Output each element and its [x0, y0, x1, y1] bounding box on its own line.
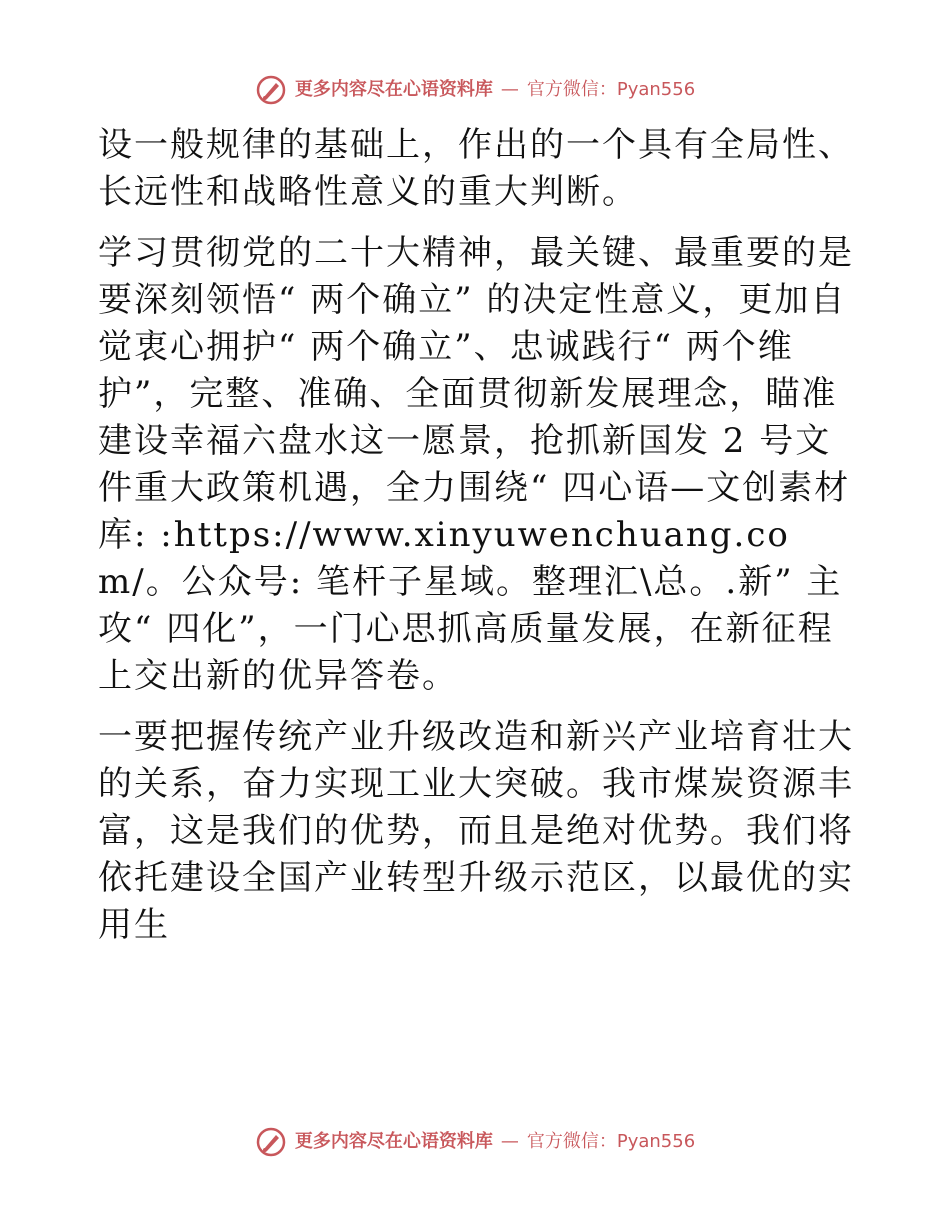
- watermark-contact: 官方微信：Pyan556: [526, 79, 696, 100]
- pen-nib-logo-icon: [255, 1126, 287, 1158]
- watermark-separator: —: [500, 79, 519, 100]
- watermark-contact: 官方微信：Pyan556: [526, 1131, 696, 1152]
- paragraph-1: 设一般规律的基础上，作出的一个具有全局性、长远性和战略性意义的重大判断。: [98, 125, 854, 212]
- paragraph-2: 学习贯彻党的二十大精神，最关键、最重要的是要深刻领悟“ 两个确立” 的决定性意义，更加自觉衷心拥护“ 两个确立”、忠诚践行“ 两个维护”，完整、准确、全面贯彻新发展理念，瞄准建设幸福六盘水这一愿景，抢抓新国发 2 号文件重大政策机遇，全力围绕“ 四心语—文创素材库: :https://www.xinyuwenchuang.com/。公众号: 笔杆子星域。整理汇\总。.新” 主攻“ 四化”，一门心思抓高质量发展，在新征程上交出新的优异答卷。: [98, 233, 854, 696]
- document-body: [98, 122, 858, 963]
- watermark-text: 更多内容尽在心语资料库: [294, 1131, 493, 1152]
- paragraph-3: 一要把握传统产业升级改造和新兴产业培育壮大的关系，奋力实现工业大突破。我市煤炭资源丰富，这是我们的优势，而且是绝对优势。我们将依托建设全国产业转型升级示范区，以最优的实用生: [98, 717, 854, 945]
- watermark-text: 更多内容尽在心语资料库: [294, 79, 493, 100]
- footer-watermark: [0, 1126, 950, 1158]
- watermark-separator: —: [500, 1131, 519, 1152]
- pen-nib-logo-icon: [255, 74, 287, 106]
- header-watermark: [0, 74, 950, 106]
